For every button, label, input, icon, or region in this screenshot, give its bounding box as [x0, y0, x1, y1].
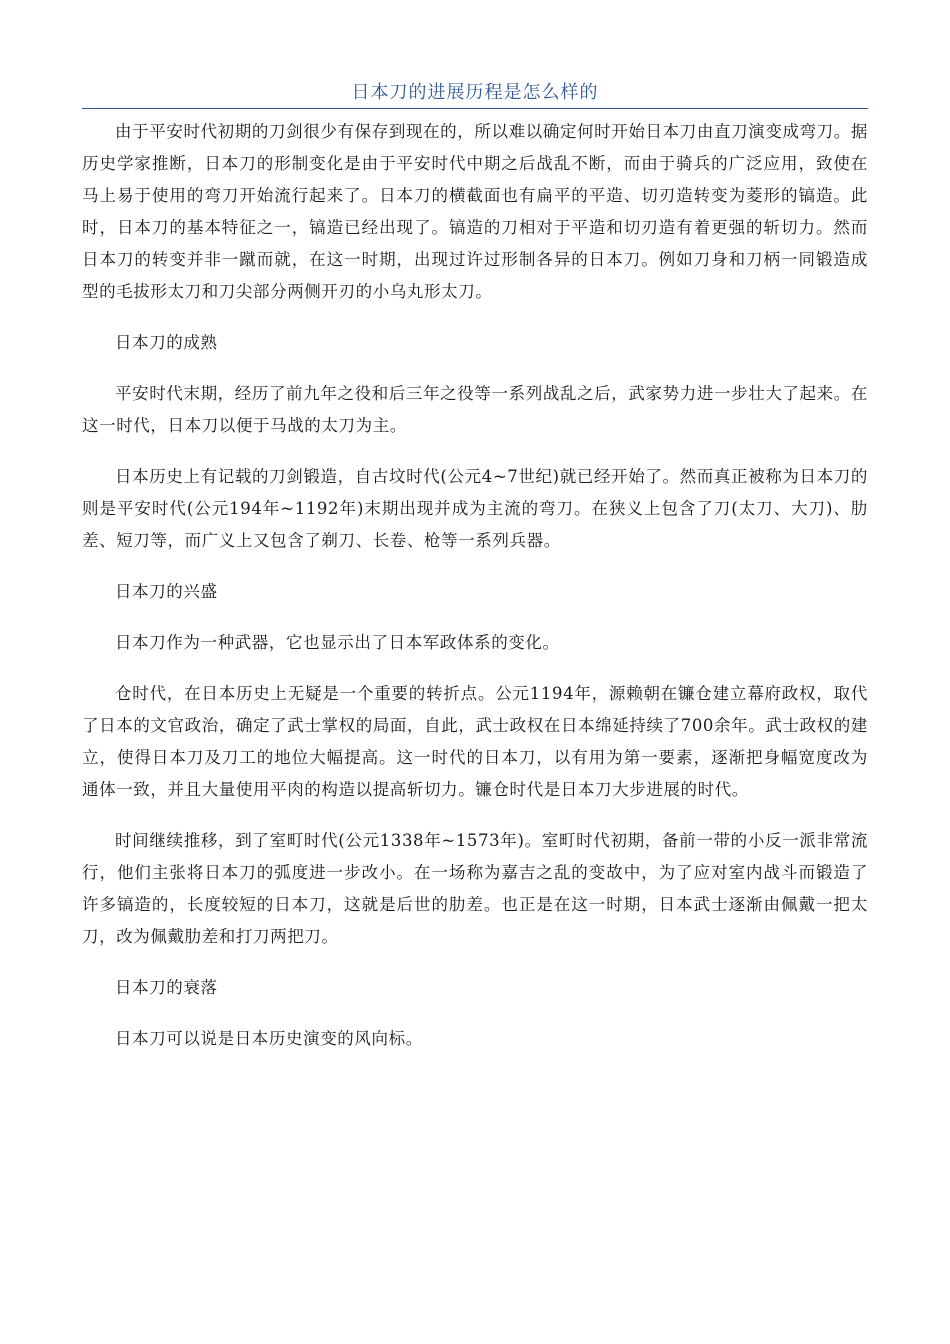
paragraph-forging-history: 日本历史上有记载的刀剑锻造，自古坟时代(公元4~7世纪)就已经开始了。然而真正被称为日本刀的则是平安时代(公元194年~1192年)末期出现并成为主流的弯刀。在狭义上包含了刀(太刀、大刀)、肋差、短刀等，而广义上又包含了剃刀、长卷、枪等一系列兵器。: [82, 467, 868, 550]
paragraph-weathervane: 日本刀可以说是日本历史演变的风向标。: [115, 1029, 423, 1048]
section-heading-maturity: 日本刀的成熟: [115, 333, 218, 352]
paragraph-late-heian: 平安时代末期，经历了前九年之役和后三年之役等一系列战乱之后，武家势力进一步壮大了起来。在这一时代，日本刀以便于马战的太刀为主。: [82, 384, 868, 435]
page-header: [82, 78, 868, 109]
document-title: 日本刀的进展历程是怎么样的: [351, 82, 599, 103]
paragraph-muromachi-era: 时间继续推移，到了室町时代(公元1338年~1573年)。室町时代初期，备前一带的小反一派非常流行，他们主张将日本刀的弧度进一步改小。在一场称为嘉吉之乱的变故中，为了应对室内战斗而锻造了许多镐造的，长度较短的日本刀，这就是后世的肋差。也正是在这一时期，日本武士逐渐由佩戴一把太刀，改为佩戴肋差和打刀两把刀。: [82, 831, 868, 946]
paragraph-military-system: 日本刀作为一种武器，它也显示出了日本军政体系的变化。: [115, 633, 560, 652]
section-heading-prosperity: 日本刀的兴盛: [115, 582, 218, 601]
section-heading-decline: 日本刀的衰落: [115, 978, 218, 997]
paragraph-kamakura-era: 仓时代，在日本历史上无疑是一个重要的转折点。公元1194年，源赖朝在镰仓建立幕府政权，取代了日本的文官政治，确定了武士掌权的局面，自此，武士政权在日本绵延持续了700余年。武士政权的建立，使得日本刀及刀工的地位大幅提高。这一时代的日本刀，以有用为第一要素，逐渐把身幅宽度改为通体一致，并且大量使用平肉的构造以提高斩切力。镰仓时代是日本刀大步进展的时代。: [82, 684, 868, 799]
document-body: [82, 116, 868, 1074]
paragraph-curved-blade-origin: 由于平安时代初期的刀剑很少有保存到现在的，所以难以确定何时开始日本刀由直刀演变成弯刀。据历史学家推断，日本刀的形制变化是由于平安时代中期之后战乱不断，而由于骑兵的广泛应用，致使在马上易于使用的弯刀开始流行起来了。日本刀的横截面也有扁平的平造、切刃造转变为菱形的镐造。此时，日本刀的基本特征之一，镐造已经出现了。镐造的刀相对于平造和切刃造有着更强的斩切力。然而日本刀的转变并非一蹴而就，在这一时期，出现过许过形制各异的日本刀。例如刀身和刀柄一同锻造成型的毛拔形太刀和刀尖部分两侧开刃的小乌丸形太刀。: [82, 122, 868, 301]
